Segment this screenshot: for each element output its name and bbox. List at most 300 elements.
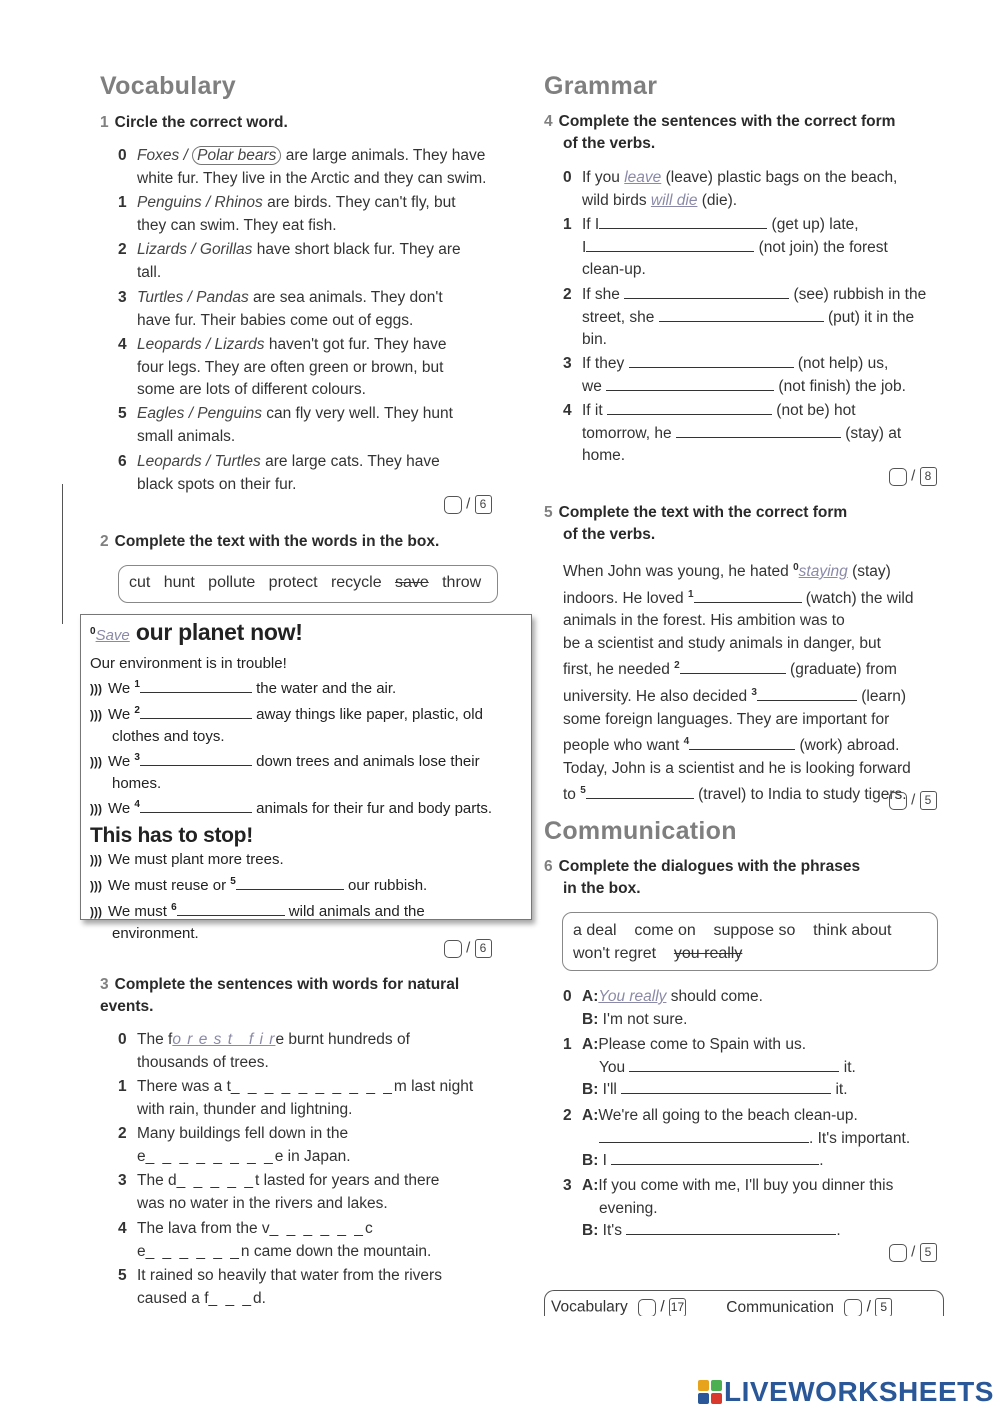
item-number: 3: [563, 355, 572, 372]
verb-input[interactable]: [676, 424, 841, 438]
ex3-item-4: [118, 1218, 517, 1263]
item-number: 0: [118, 147, 127, 164]
score-input-box[interactable]: [444, 496, 462, 514]
sentence-text: are sea animals. They don't: [248, 289, 443, 306]
phrase-input[interactable]: [599, 1129, 809, 1143]
verb-input[interactable]: [629, 354, 794, 368]
gap-number: 3: [134, 752, 140, 763]
item-number: 2: [118, 1125, 127, 1142]
sentence-text: The lava from the v: [137, 1220, 270, 1237]
gap-number: 2: [134, 705, 140, 716]
ex4-item-3: [563, 353, 942, 398]
sentence-text: (leave) plastic bags on the beach,: [661, 169, 898, 186]
option-a[interactable]: Foxes: [137, 147, 180, 164]
ex1-score: [444, 495, 492, 514]
word-options[interactable]: Leopards / Lizards: [137, 336, 265, 353]
summary-comm-score-box[interactable]: [844, 1299, 862, 1317]
ex5-line: [563, 584, 943, 611]
gap-number: 5: [230, 876, 236, 887]
ex5-instruction: [544, 502, 934, 546]
ex6-score: [889, 1243, 937, 1262]
phrase: think about: [813, 922, 892, 939]
word-options[interactable]: Eagles / Penguins: [137, 405, 262, 422]
ex3-item-0: [118, 1029, 517, 1074]
gap-4-input[interactable]: [140, 799, 252, 813]
ex4-instruction-text: Complete the sentences with the correct form: [558, 113, 896, 130]
line-text: the water and the air.: [251, 680, 397, 697]
line-text: We must reuse or: [108, 877, 231, 894]
gap-5-input[interactable]: [236, 876, 344, 890]
gap-number: 3: [751, 686, 757, 698]
sentence-text: (not finish) the job.: [774, 377, 906, 395]
sentence-text: There was a t: [137, 1078, 231, 1095]
sentence-text: was no water in the rivers and lakes.: [137, 1194, 388, 1212]
ex3-instruction: [100, 974, 500, 1018]
score-total: 6: [475, 939, 492, 958]
word-options[interactable]: Lizards / Gorillas: [137, 241, 253, 258]
sentence-text: (die).: [697, 191, 738, 209]
line-text: university. He also decided: [563, 688, 752, 706]
line-text: (work) abroad.: [795, 737, 900, 755]
bullet-icon: ))): [90, 802, 102, 816]
ex1-item-2: [118, 239, 517, 284]
dialogue-text: should come.: [666, 988, 763, 1005]
verb-input[interactable]: [586, 238, 754, 252]
example-answer: leave: [624, 169, 662, 186]
gap-2-input[interactable]: [140, 705, 252, 719]
verb-input[interactable]: [606, 377, 774, 391]
example-answer: will die: [650, 191, 698, 209]
bullet-icon: ))): [90, 853, 102, 867]
score-slash: /: [466, 495, 471, 513]
summary-comm-total: 5: [875, 1298, 892, 1316]
word-options[interactable]: Penguins / Rhinos: [137, 194, 263, 211]
poster-must-3: [90, 897, 522, 923]
sentence-text: t lasted for years and there: [254, 1172, 440, 1189]
sentence-text: e burnt hundreds of: [275, 1031, 410, 1048]
bullet-icon: ))): [90, 682, 102, 696]
verb-input[interactable]: [659, 308, 824, 322]
ex6-instruction-text: in the box.: [563, 880, 641, 897]
line-text: our rubbish.: [343, 877, 428, 894]
ex2-score: [444, 939, 492, 958]
word-save-used: save: [394, 574, 429, 591]
dialogue-text: I'll: [602, 1081, 622, 1098]
sentence-text: black spots on their fur.: [137, 475, 297, 493]
ex3-item-5: [118, 1265, 517, 1310]
letter-blanks[interactable]: _ _ _: [208, 1289, 254, 1307]
sentence-text: It rained so heavily that water from the rivers: [137, 1267, 442, 1284]
ex5-line: be a scientist and study animals in danger, but: [563, 634, 881, 652]
score-slash: /: [466, 939, 471, 957]
line-text: away things like paper, plastic, old: [251, 706, 483, 723]
line-text: (learn): [856, 688, 907, 706]
poster-intro: Our environment is in trouble!: [90, 655, 287, 672]
gap-number: 4: [134, 799, 140, 810]
dialogue-text: . It's important.: [809, 1129, 911, 1147]
item-number: 5: [118, 1267, 127, 1284]
sentence-text: wild birds: [582, 191, 651, 209]
dialogue-text: Please come to Spain with us.: [598, 1036, 806, 1053]
ex2-instruction-text: Complete the text with the words in the box.: [114, 533, 440, 550]
ex5-line: some foreign languages. They are important for: [563, 710, 890, 728]
dialogue-text: If you come with me, I'll buy you dinner this: [598, 1177, 894, 1194]
phrase-used: you really: [673, 945, 743, 962]
sentence-text: tall.: [137, 263, 162, 281]
ex1-item-0: [118, 145, 517, 190]
ex6-number: 6: [544, 858, 553, 875]
sentence-text: they can swim. They eat fish.: [137, 216, 337, 234]
gap-1-input[interactable]: [140, 679, 252, 693]
dialogue-text: .: [819, 1152, 824, 1169]
line-text: (travel) to India to study tigers.: [693, 786, 907, 804]
ex5-text: [563, 557, 943, 807]
line-text: When John was young, he hated: [563, 563, 794, 581]
verb-input[interactable]: [624, 285, 789, 299]
score-slash: /: [911, 467, 916, 485]
ex5-score: [889, 791, 937, 810]
bullet-icon: ))): [90, 879, 102, 893]
gap-number: 5: [580, 785, 586, 797]
stop-heading: This has to stop!: [90, 824, 253, 847]
item-number: 4: [563, 402, 572, 419]
sentence-text: If I: [582, 216, 600, 233]
sentence-text: Many buildings fell down in the: [137, 1125, 349, 1142]
word-throw: throw: [442, 574, 482, 591]
summary-vocab-total: 17: [669, 1298, 686, 1316]
gap-number: 2: [674, 660, 680, 672]
ex5-line: Today, John is a scientist and he is looking forward: [563, 759, 911, 777]
line-text: to: [563, 786, 581, 804]
dialogue-text: .: [836, 1222, 841, 1239]
item-number: 1: [563, 216, 572, 233]
word-pollute: pollute: [208, 574, 256, 591]
item-number: 0: [563, 169, 572, 186]
gap-3-input[interactable]: [757, 687, 857, 701]
item-number: 2: [118, 241, 127, 258]
ex4-item-2: [563, 284, 942, 352]
dialogue-text: We're all going to the beach clean-up.: [598, 1107, 858, 1124]
ex5-line: [563, 557, 943, 584]
score-slash: /: [911, 791, 916, 809]
ex1-instruction: [100, 112, 288, 134]
option-separator: /: [179, 147, 193, 164]
ex3-instruction-text: Complete the sentences with words for natural: [114, 976, 460, 993]
word-options[interactable]: Leopards / Turtles: [137, 453, 261, 470]
ex6-dialogue-2: [563, 1105, 942, 1173]
sentence-text: If she: [582, 286, 625, 303]
ex3-item-1: [118, 1076, 517, 1121]
ex6-dialogue-0: [563, 986, 942, 1031]
sentence-text: white fur. They live in the Arctic and they can swim.: [137, 169, 487, 187]
item-number: 1: [563, 1036, 572, 1053]
ex4-instruction-text: of the verbs.: [563, 135, 656, 152]
item-number: 0: [563, 988, 572, 1005]
score-total: 8: [920, 467, 937, 486]
item-number: 0: [118, 1031, 127, 1048]
item-number: 3: [563, 1177, 572, 1194]
example-answer: You really: [598, 988, 667, 1005]
liveworksheets-brand-text: LIVEWORKSHEETS: [724, 1376, 994, 1407]
sentence-text: are birds. They can't fly, but: [262, 194, 456, 211]
gap-3-input[interactable]: [140, 752, 252, 766]
sentence-text: caused a f: [137, 1289, 209, 1307]
phrase-input[interactable]: [611, 1151, 819, 1165]
item-number: 4: [118, 1220, 127, 1237]
sentence-text: (stay) at: [840, 424, 902, 442]
line-text: indoors. He loved: [563, 589, 688, 607]
ex2-word-box: [118, 565, 498, 603]
poster-line-2: [90, 700, 522, 726]
score-total: 5: [920, 1243, 937, 1262]
ex4-item-0: [563, 167, 942, 212]
line-text: We: [108, 800, 135, 817]
speaker-b: B:: [582, 1152, 599, 1169]
word-hunt: hunt: [163, 574, 195, 591]
line-continuation: homes.: [112, 775, 162, 792]
ex3-item-3: [118, 1170, 517, 1215]
verb-input[interactable]: [607, 401, 772, 415]
sentence-text: e: [137, 1147, 146, 1165]
sentence-text: tomorrow, he: [582, 424, 676, 442]
item-number: 1: [118, 194, 127, 211]
sentence-text: If you: [582, 169, 625, 186]
ex3-item-2: [118, 1123, 517, 1168]
ex1-item-1: [118, 192, 517, 237]
liveworksheets-logo-icon: [698, 1380, 722, 1404]
score-total: 5: [920, 791, 937, 810]
line-continuation: environment.: [112, 925, 199, 942]
word-options[interactable]: Turtles / Pandas: [137, 289, 249, 306]
ex5-instruction-text: Complete the text with the correct form: [558, 504, 848, 521]
line-text: We must plant more trees.: [108, 851, 284, 868]
letter-blanks[interactable]: _ _ _ _ _ _ _ _: [145, 1147, 275, 1165]
summary-vocab-score-box[interactable]: [638, 1299, 656, 1317]
communication-heading: Communication: [544, 817, 737, 845]
line-text: We: [108, 706, 135, 723]
gap-number: 6: [171, 902, 177, 913]
ex1-instruction-text: Circle the correct word.: [114, 114, 288, 131]
item-number: 4: [118, 336, 127, 353]
sentence-text: (not help) us,: [793, 355, 889, 372]
gap-6-input[interactable]: [177, 902, 285, 916]
ex6-instruction-text: Complete the dialogues with the phrases: [558, 858, 861, 875]
speaker-b: B:: [582, 1081, 599, 1098]
ex4-score: [889, 467, 937, 486]
letter-blanks[interactable]: _ _ _ _ _ _: [145, 1242, 241, 1260]
sentence-text: home.: [582, 447, 626, 464]
ex1-item-3: [118, 287, 517, 332]
item-number: 6: [118, 453, 127, 470]
sentence-text: (get up) late,: [767, 216, 859, 233]
item-number: 3: [118, 1172, 127, 1189]
sentence-text: The d: [137, 1172, 177, 1189]
letter-blanks[interactable]: _ _ _ _ _ _ _ _ _ _: [230, 1078, 394, 1095]
sentence-text: (see) rubbish in the: [789, 286, 927, 303]
score-input-box[interactable]: [889, 792, 907, 810]
line-text: people who want: [563, 737, 684, 755]
dialogue-text: it.: [831, 1081, 848, 1098]
sentence-text: bin.: [582, 331, 607, 348]
vocabulary-heading: Vocabulary: [100, 72, 236, 100]
line-text: (watch) the wild: [801, 589, 914, 607]
poster-must-1: [90, 849, 522, 871]
ex5-number: 5: [544, 504, 553, 521]
sentence-text: with rain, thunder and lightning.: [137, 1100, 353, 1118]
summary-score-bar: [544, 1290, 944, 1316]
verb-input[interactable]: [599, 215, 767, 229]
ex5-instruction-text: of the verbs.: [563, 526, 656, 543]
ex5-line: [563, 682, 943, 709]
phrase: won't regret: [573, 945, 657, 962]
ex4-instruction: [544, 111, 934, 155]
ex3-instruction-text: events.: [100, 998, 154, 1015]
line-text: We: [108, 680, 135, 697]
score-input-box[interactable]: [889, 468, 907, 486]
ex1-number: 1: [100, 114, 109, 131]
phrase-input[interactable]: [621, 1080, 831, 1094]
dialogue-text: It's: [602, 1222, 627, 1239]
letter-blanks[interactable]: _ _ _ _ _: [176, 1172, 255, 1189]
sentence-text: have fur. Their babies come out of eggs.: [137, 311, 414, 329]
option-b-circled[interactable]: Polar bears: [192, 146, 281, 165]
ex2-number: 2: [100, 533, 109, 550]
sentence-text: d.: [253, 1289, 266, 1307]
ex6-dialogue-3: [563, 1175, 942, 1243]
word-protect: protect: [268, 574, 318, 591]
ex6-instruction: [544, 856, 934, 900]
speaker-a: A:: [582, 1177, 599, 1194]
sentence-text: we: [582, 377, 607, 395]
ex4-item-4: [563, 400, 942, 468]
item-number: 2: [563, 1107, 572, 1124]
score-total: 6: [475, 495, 492, 514]
speaker-a: A:: [582, 988, 599, 1005]
sentence-text: thousands of trees.: [137, 1053, 269, 1071]
liveworksheets-logo: [698, 1377, 994, 1407]
line-text: down trees and animals lose their: [251, 753, 480, 770]
sentence-text: m last night: [393, 1078, 474, 1095]
gap-2-input[interactable]: [680, 660, 786, 674]
gap-number: 4: [683, 736, 690, 748]
sentence-text: n came down the mountain.: [240, 1242, 432, 1260]
gap-number: 1: [134, 679, 140, 690]
sentence-text: If it: [582, 402, 607, 419]
item-number: 2: [563, 286, 572, 303]
bullet-icon: ))): [90, 708, 102, 722]
sentence-text: e: [137, 1242, 146, 1260]
line-continuation: clothes and toys.: [112, 728, 225, 745]
ex5-line: [563, 731, 943, 758]
dialogue-text: I'm not sure.: [602, 1010, 688, 1028]
speaker-a: A:: [582, 1107, 599, 1124]
bullet-icon: ))): [90, 755, 102, 769]
gap-5-input[interactable]: [586, 785, 694, 799]
summary-vocab-label: Vocabulary: [551, 1298, 628, 1316]
item-number: 5: [118, 405, 127, 422]
gap-number: 1: [687, 588, 694, 600]
sentence-text: are large animals. They have: [281, 147, 486, 164]
sentence-text: (put) it in the: [823, 308, 915, 326]
score-input-box[interactable]: [889, 1244, 907, 1262]
item-number: 1: [118, 1078, 127, 1095]
score-slash: /: [660, 1298, 665, 1316]
gap-number: 0: [793, 562, 799, 573]
score-input-box[interactable]: [444, 940, 462, 958]
dialogue-text: I: [602, 1152, 612, 1169]
line-text: We must: [108, 903, 172, 920]
ex5-line: animals in the forest. His ambition was to: [563, 612, 845, 630]
poster-line-3: [90, 747, 522, 773]
sentence-text: are large cats. They have: [260, 453, 440, 470]
sentence-text: have short black fur. They are: [252, 241, 461, 258]
word-cut: cut: [129, 574, 151, 591]
ex2-instruction: [100, 531, 439, 553]
line-text: wild animals and the: [284, 903, 425, 920]
line-text: animals for their fur and body parts.: [251, 800, 493, 817]
speaker-b: B:: [582, 1010, 599, 1028]
score-slash: /: [911, 1243, 916, 1261]
sentence-text: small animals.: [137, 427, 236, 445]
gap-1-input[interactable]: [694, 589, 802, 603]
line-text: We: [108, 753, 135, 770]
sentence-text: (not be) hot: [771, 402, 856, 419]
dialogue-text: You: [599, 1058, 630, 1076]
speaker-b: B:: [582, 1222, 599, 1239]
sentence-text: c: [364, 1220, 373, 1237]
phrase-input[interactable]: [629, 1058, 839, 1072]
example-answer: Save: [95, 627, 130, 644]
sentence-text: (not join) the forest: [754, 238, 888, 256]
ex5-line: [563, 655, 943, 682]
sentence-text: haven't got fur. They have: [264, 336, 447, 353]
sentence-text: The f: [137, 1031, 173, 1048]
sentence-text: can fly very well. They hunt: [261, 405, 453, 422]
ex3-number: 3: [100, 976, 109, 993]
phrase: come on: [634, 922, 696, 939]
phrase-input[interactable]: [626, 1221, 836, 1235]
dialogue-text: evening.: [599, 1199, 658, 1217]
sentence-text: I: [582, 238, 587, 256]
line-text: (stay): [847, 563, 891, 581]
ex5-line: [563, 780, 943, 807]
ex6-dialogue-1: [563, 1034, 942, 1102]
poster-line-4: [90, 794, 522, 820]
sentence-text: some are lots of different colours.: [137, 381, 366, 398]
sentence-text: street, she: [582, 308, 659, 326]
line-text: (graduate) from: [785, 661, 897, 679]
bullet-icon: ))): [90, 905, 102, 919]
letter-blanks[interactable]: _ _ _ _ _ _: [269, 1220, 365, 1237]
item-number: 3: [118, 289, 127, 306]
poster-line-1: [90, 674, 522, 700]
grammar-heading: Grammar: [544, 72, 658, 100]
speaker-a: A:: [582, 1036, 599, 1053]
poster-headline: [90, 621, 522, 653]
ex1-item-6: [118, 451, 517, 496]
ex6-phrase-box: [562, 912, 938, 971]
score-slash: /: [866, 1298, 871, 1316]
ex1-item-5: [118, 403, 517, 448]
margin-line: [62, 484, 63, 624]
gap-number: 0: [90, 626, 96, 637]
headline-text: our planet now!: [129, 619, 303, 645]
ex4-item-1: [563, 214, 942, 282]
summary-comm-label: Communication: [726, 1298, 834, 1316]
dialogue-text: it.: [839, 1058, 856, 1076]
gap-4-input[interactable]: [689, 736, 795, 750]
phrase: a deal: [573, 922, 617, 939]
